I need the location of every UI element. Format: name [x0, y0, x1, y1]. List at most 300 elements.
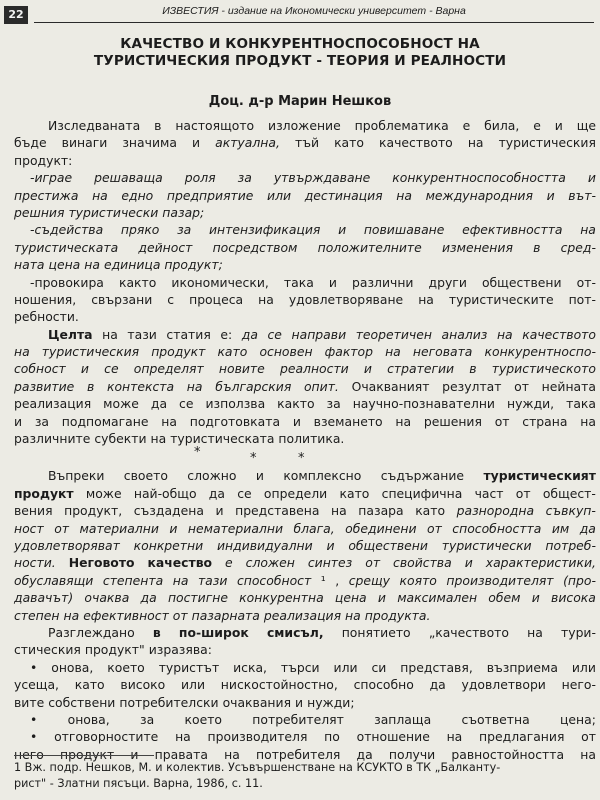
text-line: [14, 728, 596, 745]
word: може: [85, 485, 122, 501]
text-line: [14, 378, 596, 395]
word: в: [154, 118, 162, 133]
word: иска,: [233, 659, 267, 675]
word: срещу: [348, 572, 391, 588]
word: и: [326, 537, 335, 553]
word: което: [184, 711, 222, 727]
word: различните: [14, 431, 91, 447]
word: на: [258, 291, 274, 307]
word: нейната: [541, 378, 596, 394]
word: потребителски: [119, 694, 219, 710]
word: Неговото: [68, 555, 135, 571]
word: на: [84, 257, 100, 273]
word: •: [30, 711, 38, 727]
word: на: [385, 344, 401, 360]
word: е: [533, 118, 541, 133]
word: •: [30, 729, 38, 745]
word: него: [14, 746, 44, 762]
word: посредством: [212, 239, 298, 255]
word: е: [462, 118, 471, 133]
word: възприема: [486, 659, 558, 675]
word: ¹: [320, 572, 326, 588]
word: тази: [127, 326, 157, 342]
word: вения: [14, 503, 53, 519]
text-line: [14, 343, 596, 360]
word: способно: [353, 677, 414, 693]
word: на: [580, 746, 596, 762]
word: повишаване: [363, 222, 445, 238]
word: •: [30, 659, 38, 675]
article-title: [20, 36, 580, 70]
word: пазарната: [191, 607, 260, 623]
text-line: [14, 659, 596, 676]
word: отношение: [356, 729, 430, 745]
word: обединени: [345, 520, 417, 536]
word: степен: [14, 607, 60, 623]
word: така: [566, 396, 596, 412]
word: нужди;: [307, 694, 355, 710]
word: на: [467, 135, 484, 151]
word: пряко: [120, 222, 160, 238]
word: продукт,: [64, 503, 123, 519]
word: туристът: [158, 659, 220, 675]
word: конкурентноспо-: [484, 344, 596, 360]
word: туристическите: [448, 291, 554, 307]
word: бъде: [14, 135, 47, 151]
text-line: [14, 152, 596, 169]
word: или: [181, 677, 206, 693]
word: стическия: [14, 642, 81, 658]
word: тъй: [294, 135, 320, 151]
word: съвкуп-: [545, 503, 596, 519]
word: на: [527, 624, 543, 640]
word: сред-: [560, 239, 596, 255]
text-line: [14, 502, 596, 519]
word: удовлетворяват: [14, 537, 120, 553]
word: актуална,: [215, 135, 280, 151]
article-author: Доц. д-р Марин Нешков: [208, 94, 392, 109]
word: и: [130, 746, 139, 762]
word: синтез: [307, 555, 353, 571]
word: да: [208, 485, 225, 501]
word: съдържание: [380, 468, 465, 484]
word: -провокира: [30, 274, 104, 290]
word: да: [429, 677, 446, 693]
text-line: [14, 326, 596, 343]
word: стратегии: [387, 361, 455, 377]
word: разнородна: [456, 503, 535, 519]
text-line: [14, 485, 596, 502]
text-line: [14, 430, 596, 447]
page-number: 22: [4, 6, 28, 24]
word: материални: [79, 520, 159, 536]
word: от: [514, 378, 529, 394]
word: българския: [215, 378, 292, 394]
word: на: [496, 326, 513, 342]
word: „качеството: [428, 624, 509, 640]
word: на: [418, 291, 434, 307]
word: и: [328, 274, 337, 290]
text-line: [14, 274, 596, 291]
word: усеща,: [14, 677, 59, 693]
word: от: [172, 607, 188, 623]
text-line: [14, 537, 596, 554]
word: подготовката: [189, 413, 281, 429]
word: от: [54, 520, 70, 536]
word: производителят: [446, 572, 554, 588]
text-line: [14, 204, 596, 221]
word: понятието: [341, 624, 411, 640]
word: (про-: [563, 572, 596, 588]
word: потреб-: [545, 537, 596, 553]
text-line: [14, 117, 596, 134]
word: икономически,: [171, 274, 269, 290]
word: продукт;: [164, 257, 223, 273]
word: страна: [522, 413, 568, 429]
word: туристическата: [14, 239, 119, 255]
word: и: [338, 222, 347, 238]
word: туристическия: [498, 135, 596, 151]
word: получи: [388, 746, 436, 762]
word: от: [427, 520, 442, 536]
word: Целта: [48, 326, 93, 342]
footnote-line: рист" - Златни пясъци. Варна, 1986, с. 11.: [14, 777, 263, 790]
word: на: [172, 572, 189, 588]
word: общест-: [542, 485, 596, 501]
text-line: [14, 221, 596, 238]
word: -съдейства: [30, 222, 104, 238]
word: продукт: [14, 485, 74, 501]
word: производителя: [207, 729, 308, 745]
text-line: [14, 607, 596, 624]
word: характеристики,: [485, 555, 596, 571]
word: в: [469, 361, 477, 377]
word: като: [415, 503, 446, 519]
word: от: [365, 555, 381, 571]
word: се: [267, 326, 282, 342]
word: различни: [351, 274, 414, 290]
word: продукт: [60, 746, 115, 762]
word: за: [34, 413, 50, 429]
word: и: [464, 555, 473, 571]
word: на: [92, 187, 108, 203]
text-line: [14, 239, 596, 256]
word: конкретни: [133, 537, 204, 553]
word: специфична: [381, 485, 463, 501]
text-line: [14, 572, 596, 589]
word: като: [339, 485, 370, 501]
word: научно-познавателни: [352, 396, 495, 412]
word: така: [283, 274, 314, 290]
word: като: [334, 135, 364, 151]
word: реализация: [263, 607, 342, 623]
word: удовлетвори: [461, 677, 546, 693]
word: -играе: [30, 170, 73, 186]
word: представя,: [400, 659, 473, 675]
text-line: [14, 291, 596, 308]
word: свойства: [393, 555, 452, 571]
word: продукт": [84, 642, 145, 658]
word: очаква: [84, 590, 130, 606]
word: конкурентна: [239, 590, 324, 606]
word: анализ: [441, 326, 488, 342]
word: резултат: [442, 378, 502, 394]
word: други: [428, 274, 467, 290]
word: на: [224, 746, 240, 762]
word: и: [554, 118, 563, 133]
text-line: [14, 711, 596, 728]
text-line: [14, 308, 596, 325]
word: индивидуални: [216, 537, 313, 553]
word: което: [107, 659, 145, 675]
word: комплексно: [283, 468, 362, 484]
word: и: [215, 503, 224, 519]
word: да: [150, 396, 168, 412]
word: изложение: [268, 118, 341, 133]
word: високо: [120, 677, 166, 693]
word: единица: [103, 257, 161, 273]
word: продукт:: [14, 152, 73, 168]
word: фактор: [324, 344, 373, 360]
word: вите: [14, 694, 45, 710]
separator-star: *: [194, 445, 201, 461]
word: и: [169, 520, 178, 536]
word: както: [277, 396, 315, 412]
word: ребности.: [14, 309, 79, 325]
word: и: [531, 590, 540, 606]
text-line: [14, 554, 596, 571]
word: или: [267, 187, 292, 203]
text-line: [14, 256, 596, 273]
word: се: [104, 361, 119, 377]
word: равностойността: [451, 746, 565, 762]
page-header: [0, 0, 600, 28]
word: обществени: [348, 537, 428, 553]
word: на: [150, 431, 167, 447]
word: туристическия: [41, 344, 140, 360]
word: туристическото: [491, 361, 596, 377]
word: с: [167, 291, 175, 307]
word: нужди,: [506, 396, 555, 412]
word: и: [14, 413, 23, 429]
word: роля: [184, 170, 216, 186]
word: решения: [423, 413, 482, 429]
word: най-общо: [133, 485, 197, 501]
word: удовлетворяване: [288, 291, 404, 307]
word: настоящото: [175, 118, 255, 133]
word: него-: [561, 677, 596, 693]
word: качество: [147, 555, 213, 571]
word: развитие: [14, 378, 75, 394]
word: както: [118, 274, 157, 290]
word: сложен: [245, 555, 295, 571]
word: пазара: [358, 503, 404, 519]
word: в: [152, 624, 161, 640]
word: използва: [205, 396, 266, 412]
word: да: [579, 520, 596, 536]
word: предприятие: [166, 187, 254, 203]
word: търси: [280, 659, 320, 675]
word: туристическият: [483, 468, 596, 484]
word: качеството: [379, 135, 453, 151]
word: способността: [452, 520, 542, 536]
word: пот-: [568, 291, 596, 307]
word: значима: [122, 135, 177, 151]
word: потребителят: [252, 711, 344, 727]
word: заплаща: [374, 711, 432, 727]
word: вземането: [313, 413, 383, 429]
text-line: [14, 694, 596, 711]
word: цена: [48, 257, 81, 273]
text-line: [14, 676, 596, 693]
word: ще: [576, 118, 596, 133]
word: тази: [197, 572, 228, 588]
word: блага,: [293, 520, 335, 536]
word: Изследваната: [48, 118, 141, 133]
word: нематериални: [187, 520, 283, 536]
text-line: [14, 589, 596, 606]
word: максимален: [397, 590, 478, 606]
text-line: [14, 360, 596, 377]
word: си: [371, 659, 387, 675]
footnote: [14, 760, 596, 792]
word: ефективност: [83, 607, 169, 623]
word: е:: [220, 326, 233, 342]
word: да: [356, 746, 373, 762]
footnote-line: 1 Вж. подр. Нешков, М. и колектив. Усъвършенстване на КСУКТО в ТК „Балканту-: [14, 761, 501, 774]
word: се: [237, 485, 252, 501]
word: от: [494, 413, 510, 429]
word: от-: [576, 274, 596, 290]
word: субекти: [94, 431, 147, 447]
word: решаваща: [94, 170, 163, 186]
word: на: [446, 729, 463, 745]
word: в: [533, 239, 541, 255]
word: отговорностите: [54, 729, 159, 745]
word: политика.: [278, 431, 345, 447]
word: определят: [133, 361, 204, 377]
word: проблематика: [354, 118, 449, 133]
text-line: [14, 624, 596, 641]
word: на: [63, 607, 80, 623]
word: по-широк: [178, 624, 249, 640]
article-title-line: ТУРИСТИЧЕСКИЯ ПРОДУКТ - ТЕОРИЯ И РЕАЛНОСТИ: [93, 53, 507, 69]
word: висока: [551, 590, 596, 606]
text-line: [14, 413, 596, 430]
text-line: [14, 187, 596, 204]
word: степента: [102, 572, 164, 588]
word: правата: [154, 746, 208, 762]
word: неговата: [412, 344, 473, 360]
footnote-divider: [14, 755, 154, 756]
word: и: [255, 468, 264, 484]
word: на: [175, 729, 191, 745]
word: направи: [291, 326, 347, 342]
word: тури-: [561, 624, 596, 640]
word: Очакваният: [351, 378, 430, 394]
word: на: [331, 503, 347, 519]
word: на: [580, 222, 596, 238]
text-line: [14, 520, 596, 537]
word: интензификация: [208, 222, 321, 238]
word: от: [581, 729, 596, 745]
text-line: [14, 169, 596, 186]
word: създадена: [133, 503, 204, 519]
word: собствени: [48, 694, 116, 710]
word: реализация: [14, 396, 92, 412]
word: на: [14, 344, 30, 360]
word: да: [140, 590, 157, 606]
word: на: [580, 413, 596, 429]
word: част: [474, 485, 504, 501]
word: ,: [335, 572, 340, 588]
section-separator: [14, 447, 596, 467]
word: в: [86, 378, 95, 394]
word: ната: [14, 257, 45, 273]
word: на: [395, 413, 412, 429]
word: обществени: [481, 274, 562, 290]
word: и: [377, 590, 386, 606]
word: сложно: [187, 468, 237, 484]
word: за: [177, 222, 192, 238]
word: и: [546, 187, 555, 203]
word: ност: [14, 520, 44, 536]
word: туристически: [441, 537, 532, 553]
word: опит.: [303, 378, 339, 394]
word: изменения: [441, 239, 513, 255]
word: новите: [218, 361, 265, 377]
word: и: [80, 361, 89, 377]
word: представена: [235, 503, 320, 519]
word: винаги: [61, 135, 108, 151]
word: определи: [263, 485, 328, 501]
word: изразява:: [148, 642, 212, 658]
word: на: [161, 413, 177, 429]
word: продукта.: [364, 607, 431, 623]
word: и: [295, 694, 304, 710]
word: за: [326, 396, 341, 412]
word: способност: [236, 572, 312, 588]
word: им: [551, 520, 570, 536]
word: е: [225, 555, 233, 571]
word: обем: [488, 590, 521, 606]
text-line: [14, 134, 596, 151]
word: едно: [121, 187, 154, 203]
word: статия: [166, 326, 211, 342]
word: съответна: [461, 711, 530, 727]
word: дестинация: [304, 187, 383, 203]
word: туристическата: [170, 431, 275, 447]
word: положителните: [317, 239, 422, 255]
word: качеството: [522, 326, 596, 342]
word: потребителя: [256, 746, 341, 762]
word: цена;: [559, 711, 596, 727]
word: ношения,: [14, 291, 77, 307]
word: ефективността: [462, 222, 563, 238]
word: като: [217, 344, 248, 360]
word: очаквания: [222, 694, 292, 710]
word: за: [237, 170, 252, 186]
word: нискостойностно,: [220, 677, 338, 693]
word: продукт: [151, 344, 206, 360]
separator-star: *: [250, 451, 257, 467]
word: дейност: [138, 239, 193, 255]
word: основен: [259, 344, 313, 360]
word: била,: [484, 118, 520, 133]
word: по: [324, 729, 340, 745]
word: или: [333, 659, 358, 675]
word: може: [103, 396, 139, 412]
